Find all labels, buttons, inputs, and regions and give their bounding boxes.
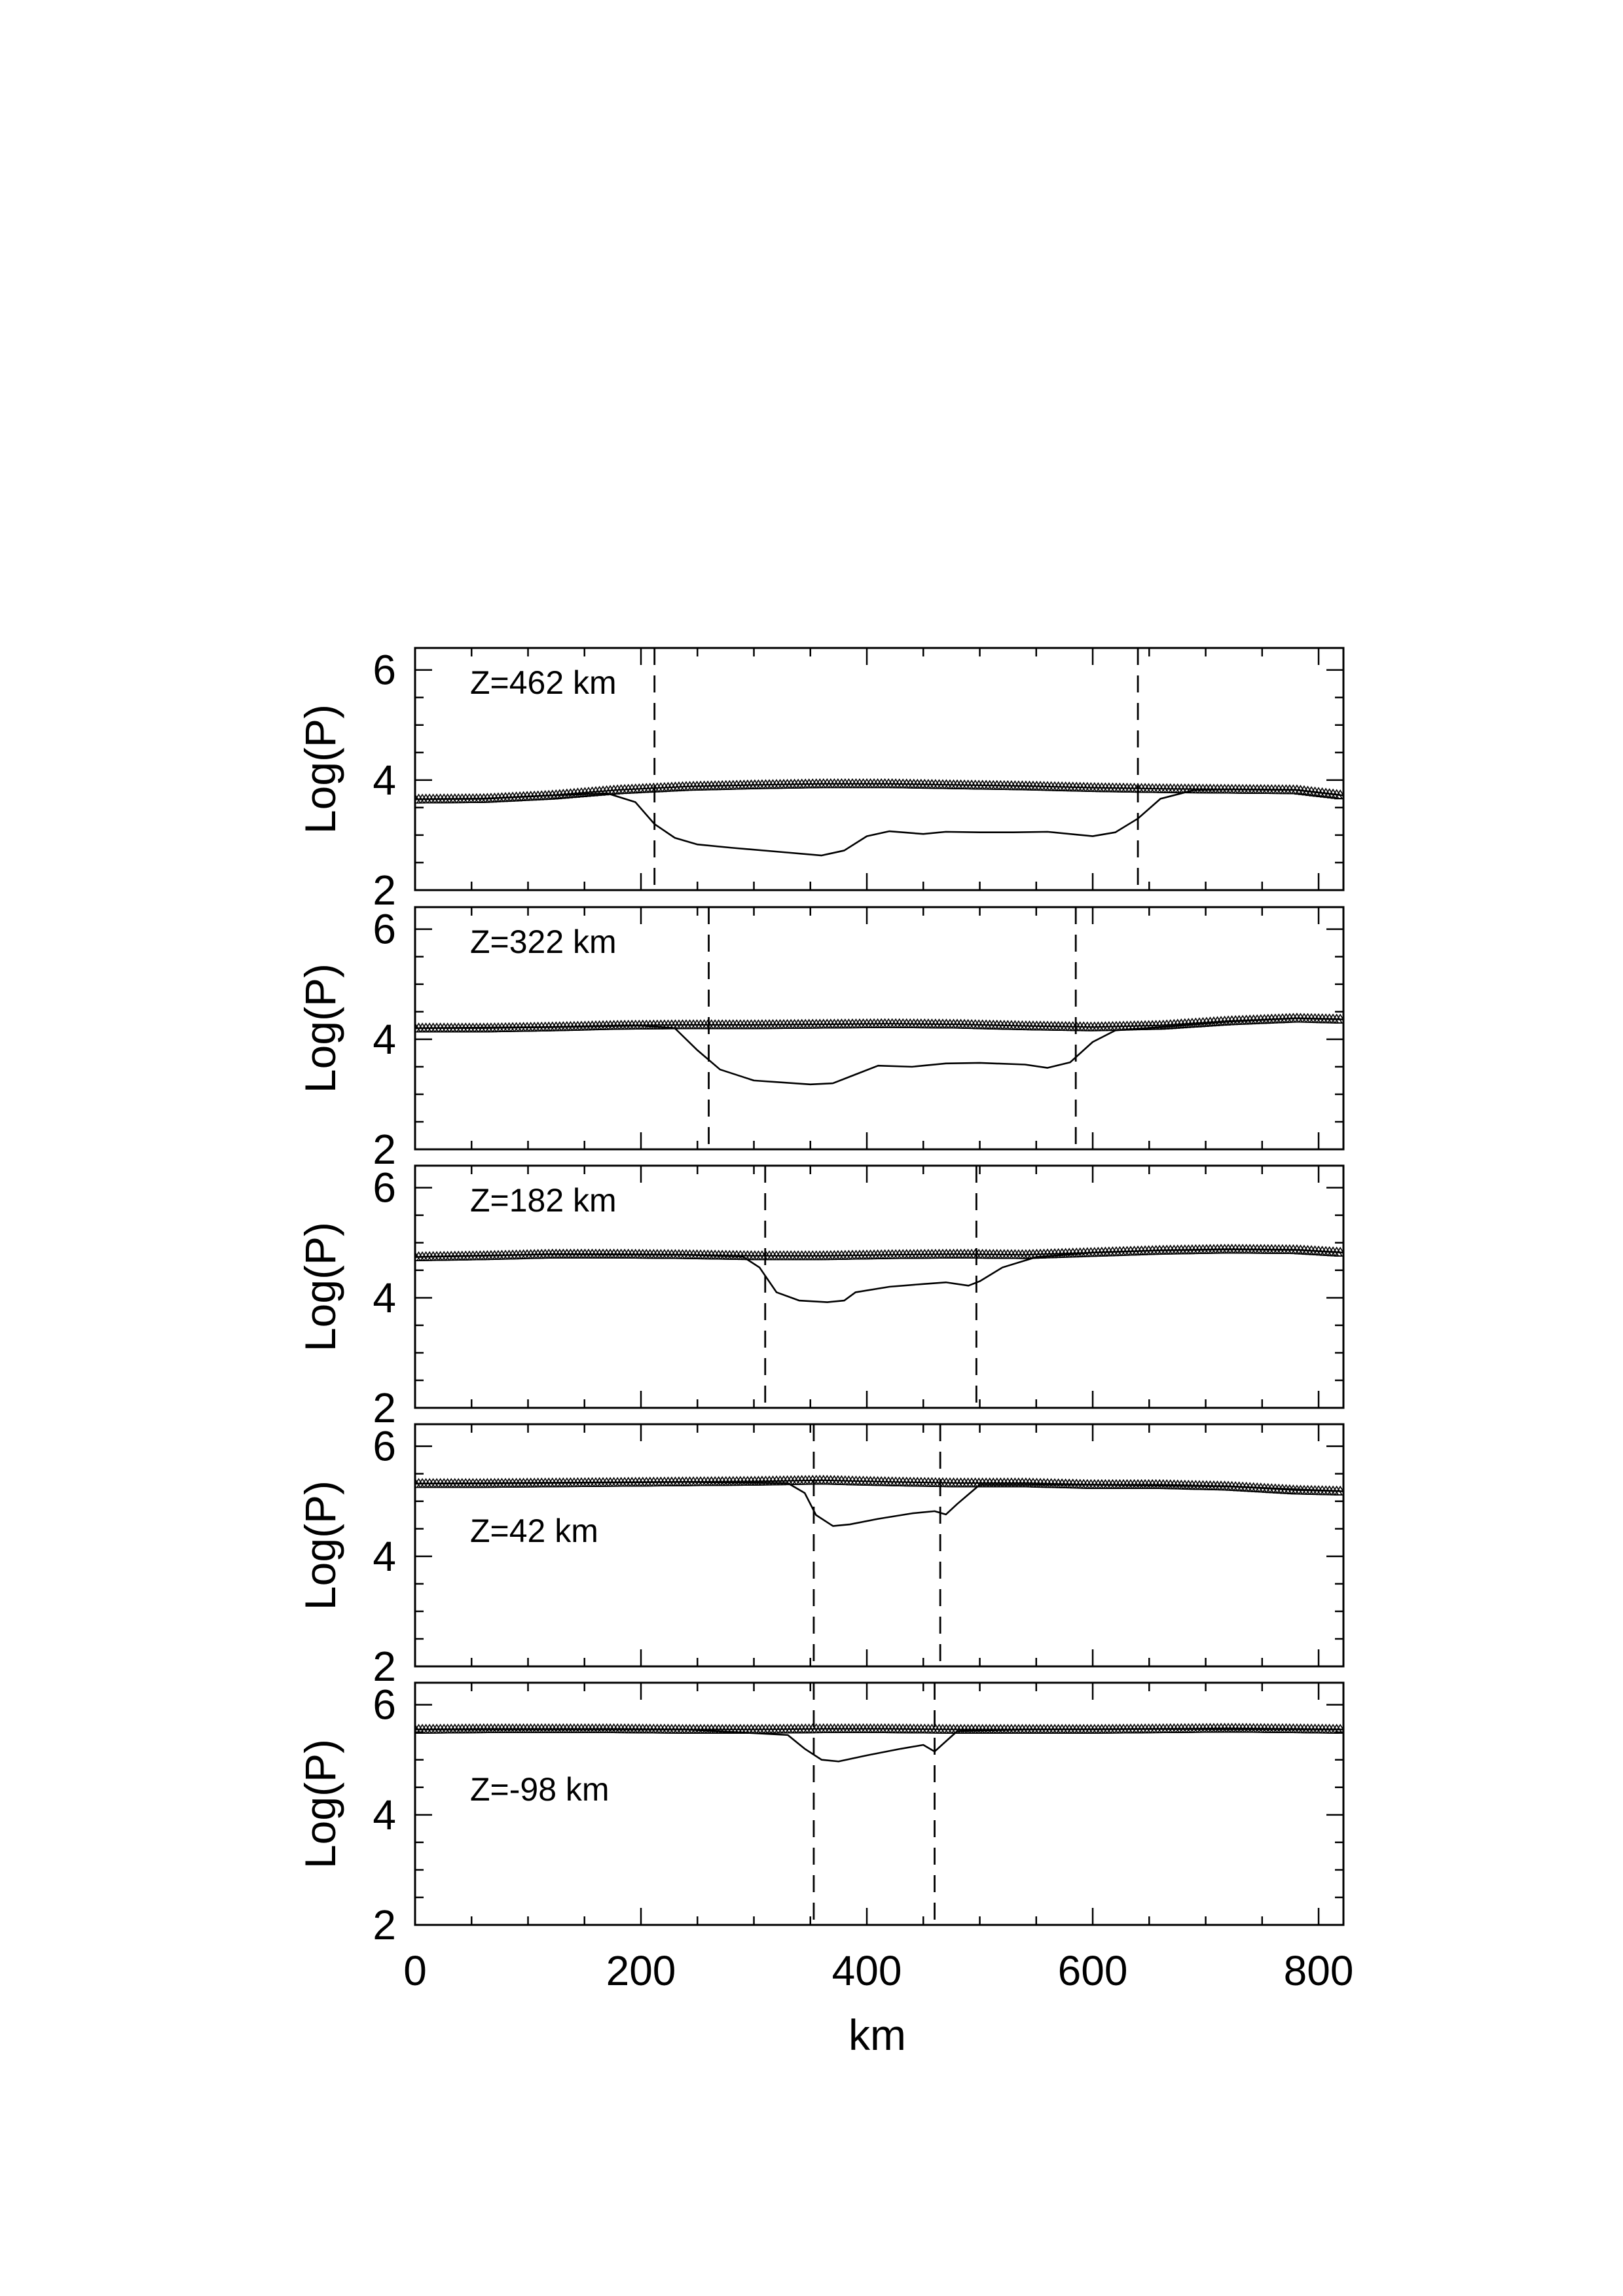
y-axis-label: Log(P) [296,1738,344,1869]
x-tick-label: 600 [1057,1947,1128,1994]
y-tick-label: 2 [373,867,396,914]
panel-label: Z=462 km [470,664,617,701]
y-tick-label: 6 [373,1422,396,1470]
y-axis-label: Log(P) [296,704,344,834]
panel-label: Z=42 km [470,1513,598,1549]
y-tick-label: 4 [373,1015,396,1063]
y-axis-label: Log(P) [296,963,344,1094]
y-tick-label: 6 [373,905,396,953]
x-axis-label: km [848,2011,906,2059]
y-axis-label: Log(P) [296,1221,344,1352]
y-tick-label: 2 [373,1901,396,1948]
x-tick-label: 400 [831,1947,902,1994]
panel-label: Z=182 km [470,1182,617,1219]
y-tick-label: 2 [373,1126,396,1173]
x-tick-label: 800 [1283,1947,1354,1994]
y-tick-label: 2 [373,1643,396,1690]
y-tick-label: 2 [373,1384,396,1431]
y-tick-label: 6 [373,1164,396,1211]
panel-label: Z=322 km [470,924,617,960]
y-axis-label: Log(P) [296,1480,344,1611]
panel-label: Z=-98 km [470,1771,610,1808]
x-tick-label: 0 [403,1947,427,1994]
y-tick-label: 4 [373,756,396,804]
y-tick-label: 4 [373,1791,396,1839]
y-tick-label: 6 [373,1681,396,1729]
y-tick-label: 4 [373,1274,396,1321]
y-tick-label: 6 [373,646,396,694]
y-tick-label: 4 [373,1532,396,1580]
x-tick-label: 200 [606,1947,676,1994]
